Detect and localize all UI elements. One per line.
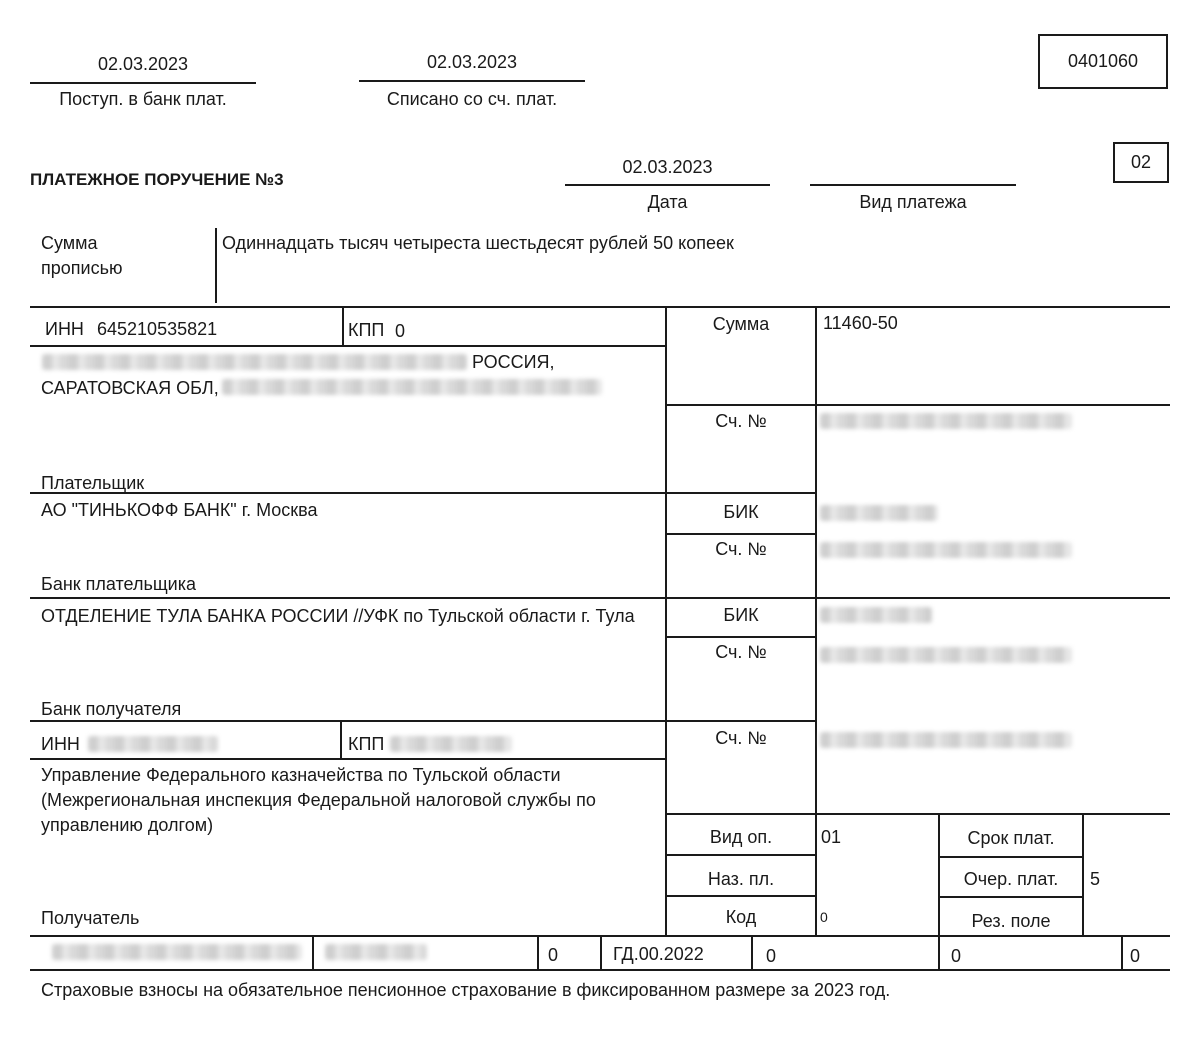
payer-bank-label: Банк плательщика bbox=[41, 574, 196, 594]
recipient-inn-kpp-divider bbox=[340, 720, 342, 760]
payer-label: Плательщик bbox=[41, 473, 145, 493]
recipient-kpp-redacted bbox=[390, 736, 512, 752]
recipient-bank-bik-bottom bbox=[667, 636, 815, 638]
amount-words-label-1: Сумма bbox=[41, 233, 98, 253]
payer-row-bottom bbox=[30, 492, 815, 494]
payer-bank-row-bottom bbox=[30, 597, 1170, 599]
payer-bank-bik-label: БИК bbox=[723, 502, 759, 522]
amount-words-value: Одиннадцать тысяч четыреста шестьдесят рублей 50 копеек bbox=[222, 233, 734, 253]
recipient-bank-bik-redacted bbox=[820, 607, 932, 623]
date-received-value: 02.03.2023 bbox=[97, 54, 189, 74]
payer-inn-value: 645210535821 bbox=[97, 319, 218, 339]
codes-vline-values bbox=[1082, 813, 1084, 936]
order-date-value: 02.03.2023 bbox=[622, 157, 713, 177]
payer-bank-name: АО "ТИНЬКОФФ БАНК" г. Москва bbox=[41, 500, 318, 520]
codes-line-2 bbox=[665, 895, 815, 897]
payer-bank-bik-bottom bbox=[667, 533, 815, 535]
grid-vline-right-col bbox=[815, 306, 817, 936]
payer-bank-account-redacted bbox=[820, 542, 1072, 558]
date-received-label: Поступ. в банк плат. bbox=[59, 89, 227, 109]
payer-address-line1: РОССИЯ, bbox=[472, 352, 555, 372]
op-type-value: 01 bbox=[821, 827, 842, 847]
payer-inn-kpp-divider bbox=[342, 306, 344, 346]
status-code-box bbox=[1113, 142, 1169, 183]
recipient-bank-account-label: Сч. № bbox=[715, 642, 767, 662]
date-debited-label: Списано со сч. плат. bbox=[386, 89, 558, 109]
tax-vline-2 bbox=[537, 935, 539, 969]
payer-bank-bik-redacted bbox=[820, 505, 938, 521]
recipient-bank-label: Банк получателя bbox=[41, 699, 182, 719]
recipient-account-label: Сч. № bbox=[715, 728, 767, 748]
code-value: 0 bbox=[820, 909, 828, 925]
payment-purpose: Страховые взносы на обязательное пенсионное страхование в фиксированном размере за 2023 год. bbox=[41, 980, 891, 1000]
recipient-inn-redacted bbox=[88, 736, 218, 752]
order-title: ПЛАТЕЖНОЕ ПОРУЧЕНИЕ №3 bbox=[30, 170, 284, 189]
sum-row-bottom bbox=[665, 404, 1170, 406]
payer-address-line2: САРАТОВСКАЯ ОБЛ, bbox=[41, 378, 219, 398]
tax-vline-4 bbox=[751, 935, 753, 969]
tax-oktmo-redacted bbox=[325, 944, 427, 960]
status-code: 02 bbox=[1130, 152, 1152, 172]
recipient-kpp-label: КПП bbox=[348, 734, 385, 754]
priority-value: 5 bbox=[1090, 869, 1101, 889]
recipient-inn-row-bottom bbox=[30, 758, 665, 760]
tax-row-bottom bbox=[30, 969, 1170, 971]
payer-address-redacted bbox=[222, 379, 602, 395]
op-type-label: Вид оп. bbox=[709, 827, 773, 847]
tax-vline-1 bbox=[312, 935, 314, 969]
form-code: 0401060 bbox=[1067, 51, 1139, 71]
payer-bank-account-label: Сч. № bbox=[715, 539, 767, 559]
grid-line-top bbox=[30, 306, 1170, 308]
amount-words-label-2: прописью bbox=[41, 258, 123, 278]
sum-label: Сумма bbox=[712, 314, 770, 334]
payer-account-label: Сч. № bbox=[715, 411, 767, 431]
order-date-line bbox=[565, 184, 770, 186]
priority-label: Очер. плат. bbox=[963, 869, 1059, 889]
payer-inn-row-bottom bbox=[30, 345, 665, 347]
code-label: Код bbox=[725, 907, 757, 927]
deadline-label: Срок плат. bbox=[967, 828, 1055, 848]
reserve-label: Рез. поле bbox=[971, 911, 1051, 931]
payer-name-redacted bbox=[42, 354, 467, 370]
recipient-account-redacted bbox=[820, 732, 1072, 748]
deadline-row-bottom bbox=[938, 856, 1082, 858]
recipient-name-line2: (Межрегиональная инспекция Федеральной налоговой службы по bbox=[41, 790, 596, 810]
sum-value: 11460-50 bbox=[823, 313, 898, 333]
recipient-bank-account-redacted bbox=[820, 647, 1072, 663]
codes-line-1 bbox=[665, 854, 815, 856]
payment-type-line bbox=[810, 184, 1016, 186]
date-debited-line bbox=[359, 80, 585, 82]
recipient-name-line1: Управление Федерального казначейства по Тульской области bbox=[41, 765, 561, 785]
purpose-code-label: Наз. пл. bbox=[707, 869, 775, 889]
payer-account-redacted bbox=[820, 413, 1072, 429]
date-debited-value: 02.03.2023 bbox=[426, 52, 518, 72]
payer-inn-label: ИНН bbox=[45, 319, 84, 339]
payer-kpp-label: КПП bbox=[348, 320, 385, 340]
tax-period-value: ГД.00.2022 bbox=[613, 944, 704, 964]
codes-top-line bbox=[665, 813, 1170, 815]
tax-vline-5 bbox=[938, 935, 940, 969]
tax-payment-type-value: 0 bbox=[1130, 946, 1141, 966]
recipient-name-line3: управлению долгом) bbox=[41, 815, 214, 835]
recipient-label: Получатель bbox=[41, 908, 140, 928]
tax-vline-3 bbox=[600, 935, 602, 969]
order-date-label: Дата bbox=[647, 192, 688, 212]
form-code-box bbox=[1038, 34, 1168, 89]
recipient-bank-bik-label: БИК bbox=[723, 605, 759, 625]
priority-row-bottom bbox=[938, 896, 1082, 898]
date-received-line bbox=[30, 82, 256, 84]
recipient-bank-name: ОТДЕЛЕНИЕ ТУЛА БАНКА РОССИИ //УФК по Тульской области г. Тула bbox=[41, 606, 635, 626]
tax-basis-value: 0 bbox=[548, 945, 559, 965]
tax-vline-6 bbox=[1121, 935, 1123, 969]
amount-words-divider bbox=[215, 228, 217, 303]
tax-doc-number-value: 0 bbox=[766, 946, 777, 966]
tax-kbk-redacted bbox=[52, 944, 302, 960]
payment-type-label: Вид платежа bbox=[859, 192, 967, 212]
tax-doc-date-value: 0 bbox=[951, 946, 962, 966]
payer-kpp-value: 0 bbox=[395, 321, 406, 341]
recipient-inn-label: ИНН bbox=[41, 734, 80, 754]
